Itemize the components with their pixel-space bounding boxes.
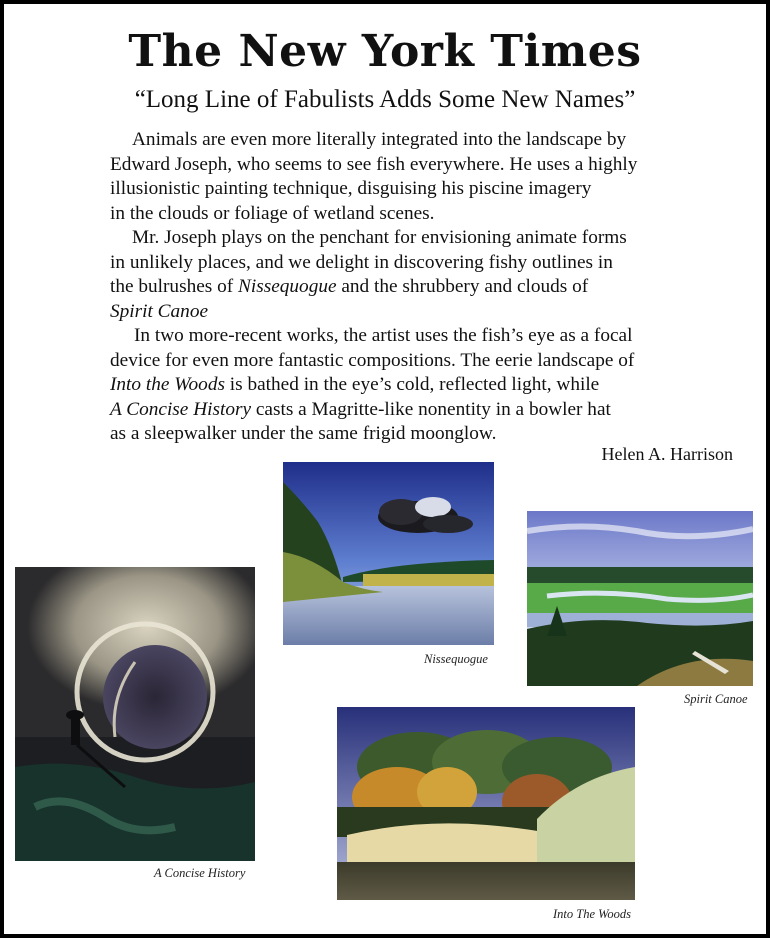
article-page xyxy=(4,4,766,934)
painting-spirit-canoe xyxy=(527,511,753,686)
article-text: casts a Magritte-like nonentity in a bowler hat xyxy=(251,398,611,420)
title-a-concise-history: A Concise History xyxy=(110,398,252,420)
article-line: In two more-recent works, the artist uses the fish’s eye as a focal xyxy=(134,325,633,346)
article-text: is bathed in the eye’s cold, reflected light, while xyxy=(224,374,600,395)
caption-a-concise-history: A Concise History xyxy=(154,866,246,880)
article-line xyxy=(110,300,710,325)
article-line: illusionistic painting technique, disguising his piscine imagery xyxy=(110,178,592,199)
article-line: in the clouds or foliage of wetland scenes. xyxy=(110,202,435,224)
article-line: Animals are even more literally integrated into the landscape by xyxy=(132,129,627,150)
article-line xyxy=(110,398,710,423)
article-text: the bulrushes of xyxy=(110,276,238,297)
article-line: in unlikely places, and we delight in discovering fishy outlines in xyxy=(110,251,613,273)
painting-nissequogue xyxy=(283,462,494,645)
article-line: as a sleepwalker under the same frigid moonglow. xyxy=(110,423,497,444)
article-line xyxy=(110,275,710,300)
article-line xyxy=(110,373,710,398)
title-spirit-canoe: Spirit Canoe xyxy=(110,300,209,322)
painting-a-concise-history xyxy=(15,567,255,861)
caption-into-the-woods: Into The Woods xyxy=(553,907,632,921)
caption-nissequogue: Nissequogue xyxy=(424,652,488,666)
painting-into-the-woods xyxy=(337,707,635,900)
article-line: device for even more fantastic compositions. The eerie landscape of xyxy=(110,349,635,371)
article-body xyxy=(110,128,710,447)
masthead-logo: The New York Times xyxy=(128,26,642,77)
article-line: Mr. Joseph plays on the penchant for envisioning animate forms xyxy=(132,227,627,248)
caption-spirit-canoe: Spirit Canoe xyxy=(684,692,748,706)
title-nissequogue: Nissequogue xyxy=(237,276,337,297)
title-into-the-woods: Into the Woods xyxy=(110,374,225,395)
headline: “Long Line of Fabulists Adds Some New Names” xyxy=(134,86,636,113)
byline: Helen A. Harrison xyxy=(601,444,733,464)
article-text: and the shrubbery and clouds of xyxy=(336,276,589,297)
article-line: Edward Joseph, who seems to see fish everywhere. He uses a highly xyxy=(110,153,638,175)
